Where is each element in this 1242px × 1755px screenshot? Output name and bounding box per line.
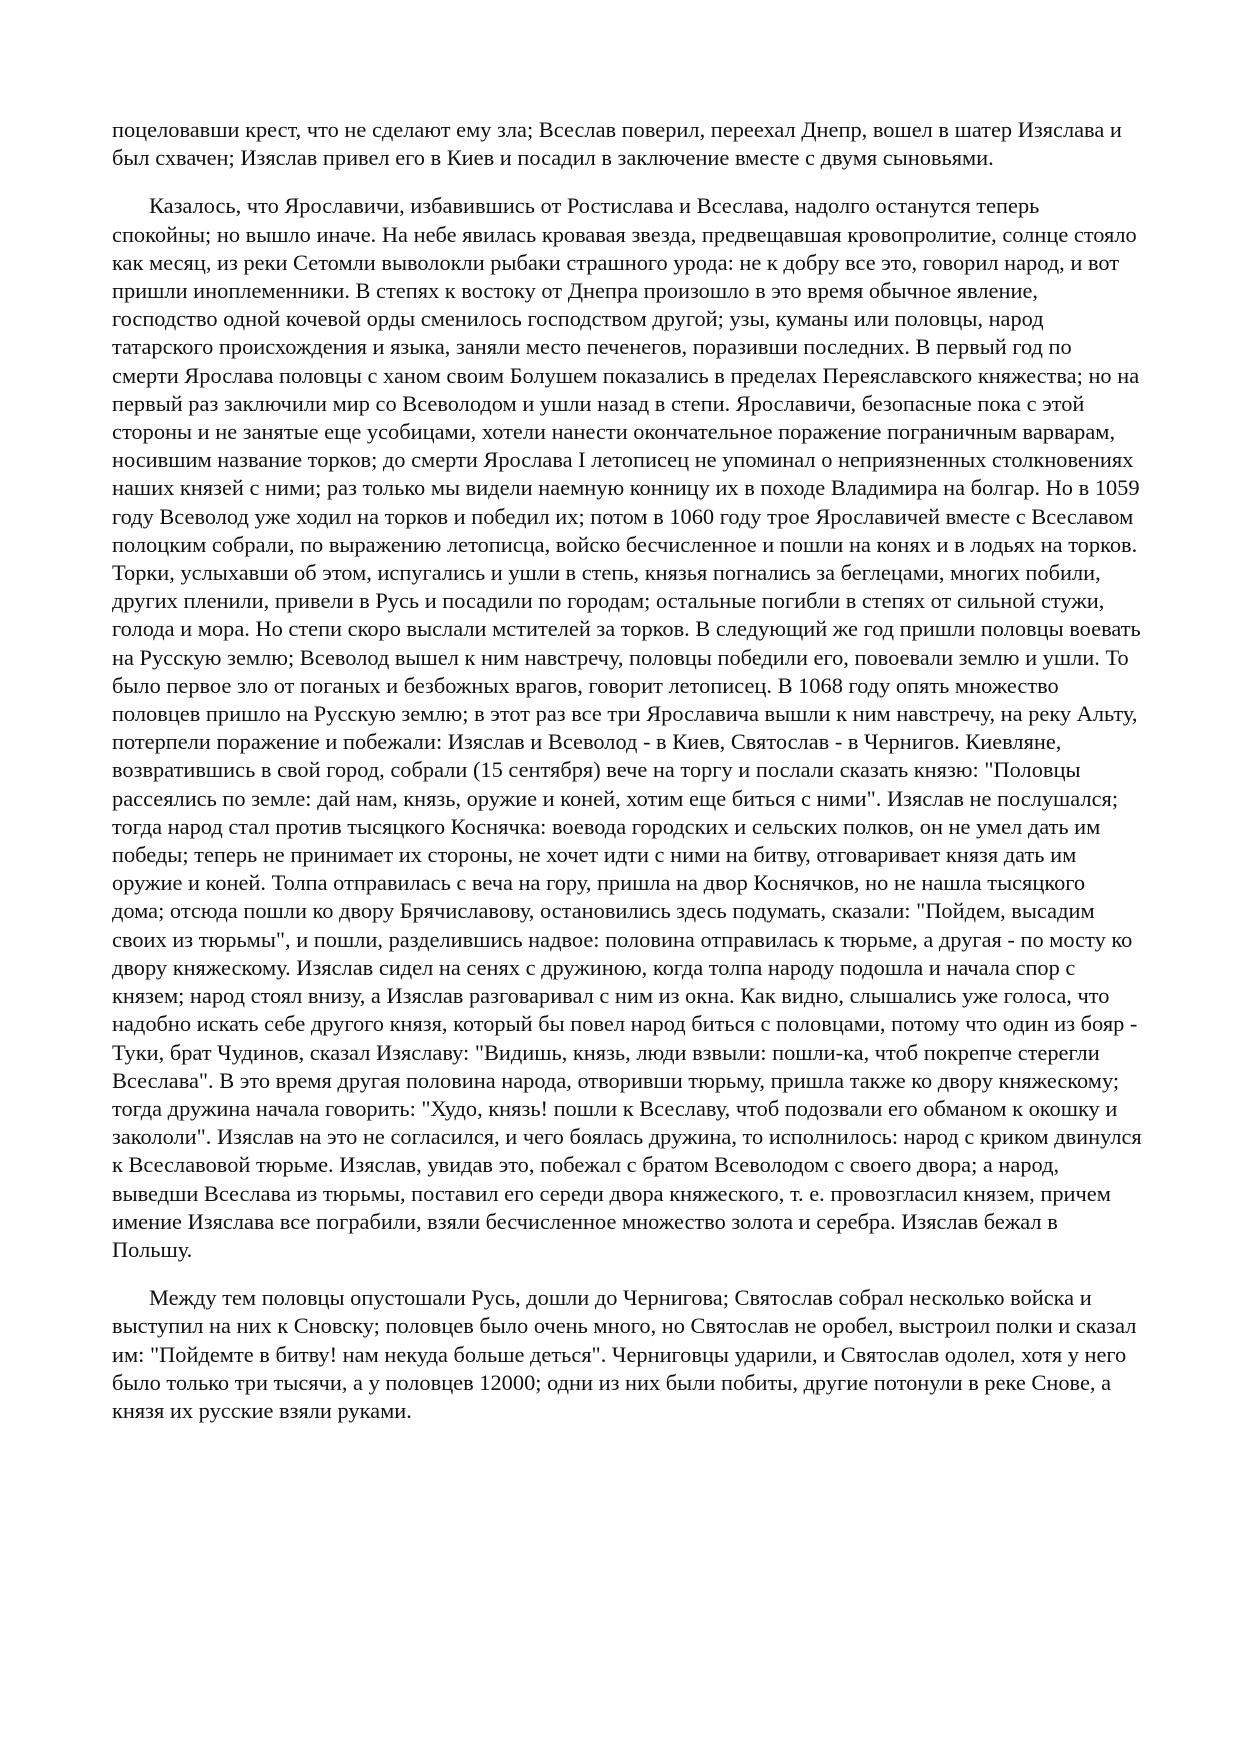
document-page: [112, 116, 1142, 1425]
paragraph-1: поцеловавши крест, что не сделают ему зла; Всеслав поверил, переехал Днепр, вошел в шатер Изяслава и был схвачен; Изяслав привел его в Киев и посадил в заключение вместе с двумя сыновьями.: [112, 117, 1122, 171]
paragraph-2: Казалось, что Ярославичи, избавившись от Ростислава и Всеслава, надолго останутся теперь спокойны; но вышло иначе. На небе явилась кровавая звезда, предвещавшая кровопролитие, солнце стояло как месяц, из реки Сетомли выволокли рыбаки страшного урода: не к добру все это, говорил народ, и вот пришли иноплеменники. В степях к востоку от Днепра произошло в это время обычное явление, господство одной кочевой орды сменилось господством другой; узы, куманы или половцы, народ татарского происхождения и языка, заняли место печенегов, поразивши последних. В первый год по смерти Ярослава половцы с ханом своим Болушем показались в пределах Переяславского княжества; но на первый раз заключили мир со Всеволодом и ушли назад в степи. Ярославичи, безопасные пока с этой стороны и не занятые еще усобицами, хотели нанести окончательное поражение пограничным варварам, носившим название торков; до смерти Ярослава I летописец не упоминал о неприязненных столкновениях наших князей с ними; раз только мы видели наемную конницу их в походе Владимира на болгар. Но в 1059 году Всеволод уже ходил на торков и победил их; потом в 1060 году трое Ярославичей вместе с Всеславом полоцким собрали, по выражению летописца, войско бесчисленное и пошли на конях и в лодьях на торков. Торки, услыхавши об этом, испугались и ушли в степь, князья погнались за беглецами, многих побили, других пленили, привели в Русь и посадили по городам; остальные погибли в степях от сильной стужи, голода и мора. Но степи скоро выслали мстителей за торков. В следующий же год пришли половцы воевать на Русскую землю; Всеволод вышел к ним навстречу, половцы победили его, повоевали землю и ушли. То было первое зло от поганых и безбожных врагов, говорит летописец. В 1068 году опять множество половцев пришло на Русскую землю; в этот раз все три Ярославича вышли к ним навстречу, на реку Альту, потерпели поражение и побежали: Изяслав и Всеволод - в Киев, Святослав - в Чернигов. Киевляне, возвратившись в свой город, собрали (15 сентября) вече на торгу и послали сказать князю: "Половцы рассеялись по земле: дай нам, князь, оружие и коней, хотим еще биться с ними". Изяслав не послушался; тогда народ стал против тысяцкого Коснячка: воевода городских и сельских полков, он не умел дать им победы; теперь не принимает их стороны, не хочет идти с ними на битву, отговаривает князя дать им оружие и коней. Толпа отправилась с веча на гору, пришла на двор Коснячков, но не нашла тысяцкого дома; отсюда пошли ко двору Брячиславову, остановились здесь подумать, сказали: "Пойдем, высадим своих из тюрьмы", и пошли, разделившись надвое: половина отправилась к тюрьме, а другая - по мосту ко двору княжескому. Изяслав сидел на сенях с дружиною, когда толпа народу подошла и начала спор с князем; народ стоял внизу, а Изяслав разговаривал с ним из окна. Как видно, слышались уже голоса, что надобно искать себе другого князя, который бы повел народ биться с половцами, потому что один из бояр - Туки, брат Чудинов, сказал Изяславу: "Видишь, князь, люди взвыли: пошли-ка, чтоб покрепче стерегли Всеслава". В это время другая половина народа, отворивши тюрьму, пришла также ко двору княжескому; тогда дружина начала говорить: "Худо, князь! пошли к Всеславу, чтоб подозвали его обманом к окошку и закололи". Изяслав на это не согласился, и чего боялась дружина, то исполнилось: народ с криком двинулся к Всеславовой тюрьме. Изяслав, увидав это, побежал с братом Всеволодом с своего двора; а народ, выведши Всеслава из тюрьмы, поставил его середи двора княжеского, т. е. провозгласил князем, причем имение Изяслава все пограбили, взяли бесчисленное множество золота и серебра. Изяслав бежал в Польшу.: [112, 193, 1142, 1262]
paragraph-3: Между тем половцы опустошали Русь, дошли до Чернигова; Святослав собрал несколько войска и выступил на них к Сновску; половцев было очень много, но Святослав не оробел, выстроил полки и сказал им: "Пойдемте в битву! нам некуда больше деться". Черниговцы ударили, и Святослав одолел, хотя у него было только три тысячи, а у половцев 12000; одни из них были побиты, другие потонули в реке Снове, а князя их русские взяли руками.: [112, 1285, 1137, 1423]
